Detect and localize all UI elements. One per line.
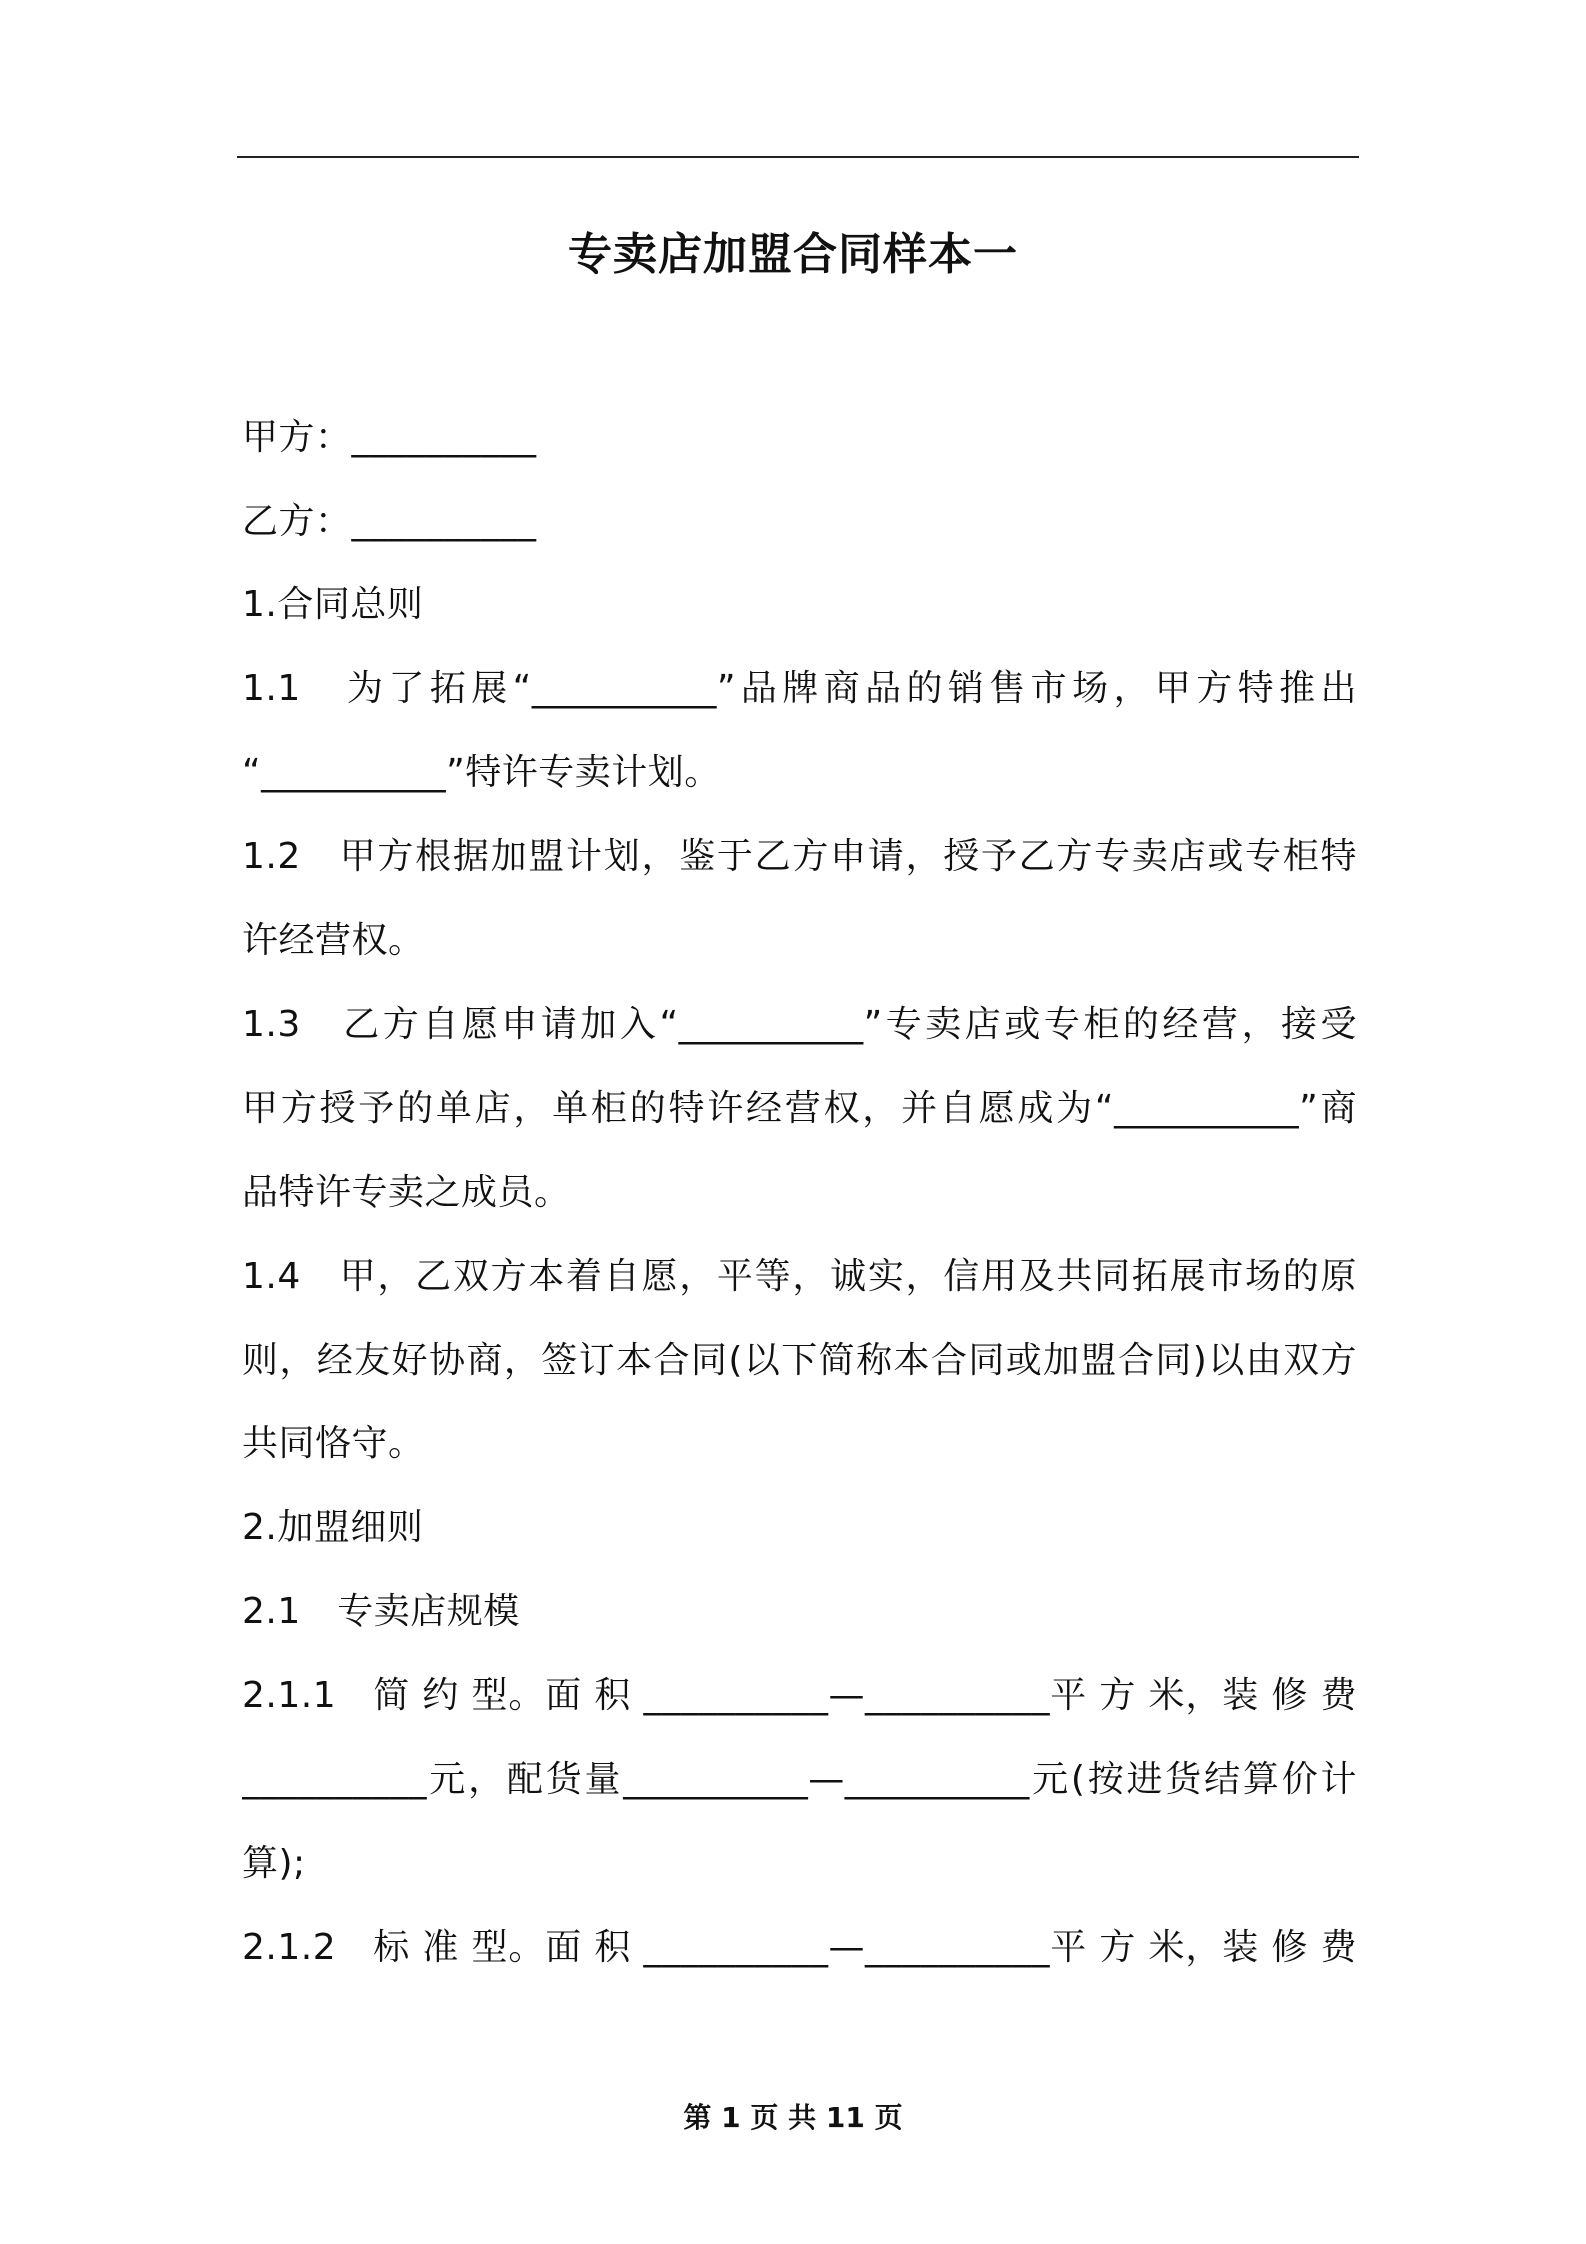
clause-line: 则，经友好协商，签订本合同(以下简称本合同或加盟合同)以由双方 xyxy=(242,1340,1357,1381)
section-heading: 2.加盟细则 xyxy=(242,1507,424,1548)
clause-line: 1.2 甲方根据加盟计划，鉴于乙方申请，授予乙方专卖店或专柜特 xyxy=(242,836,1357,877)
clause-line: __________元，配货量__________—__________元(按进货结算价计 xyxy=(242,1759,1357,1800)
party-b-line: 乙方：__________ xyxy=(242,501,537,542)
clause-line: 许经营权。 xyxy=(242,920,425,961)
header-rule xyxy=(237,156,1359,158)
clause-line: 算); xyxy=(242,1843,306,1884)
clause-line: 甲方授予的单店，单柜的特许经营权，并自愿成为“__________”商 xyxy=(242,1088,1357,1129)
clause-line: 2.1.2 标 准 型。面 积 __________—__________平 方 米，装 修 费 xyxy=(242,1927,1357,1968)
clause-line: 品特许专卖之成员。 xyxy=(242,1172,571,1213)
clause-line: 1.3 乙方自愿申请加入“__________”专卖店或专柜的经营，接受 xyxy=(242,1004,1357,1045)
party-a-line: 甲方：__________ xyxy=(242,417,537,458)
clause-line: 1.1 为了拓展“__________”品牌商品的销售市场，甲方特推出 xyxy=(242,668,1357,709)
clause-line: “__________”特许专卖计划。 xyxy=(242,752,721,793)
section-heading: 1.合同总则 xyxy=(242,584,424,625)
clause-line: 共同恪守。 xyxy=(242,1423,425,1464)
page-number: 第 1 页 共 11 页 xyxy=(683,2101,903,2134)
clause-line: 2.1.1 简 约 型。面 积 __________—__________平 方 米，装 修 费 xyxy=(242,1675,1357,1716)
document-title: 专卖店加盟合同样本一 xyxy=(568,229,1018,280)
clause-line: 2.1 专卖店规模 xyxy=(242,1591,520,1632)
clause-line: 1.4 甲，乙双方本着自愿，平等，诚实，信用及共同拓展市场的原 xyxy=(242,1256,1357,1297)
